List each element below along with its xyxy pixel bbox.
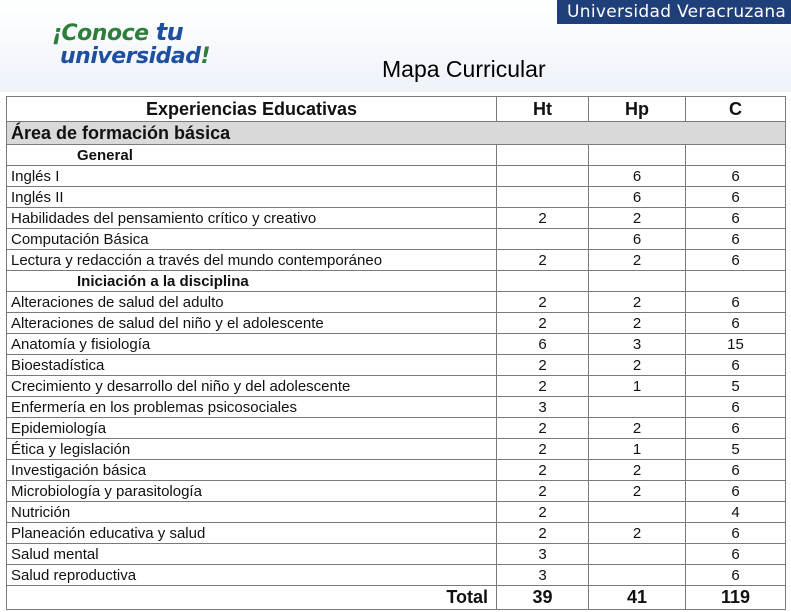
ht-value: 2 (497, 481, 589, 502)
table-row (7, 166, 786, 187)
total-hp: 41 (589, 586, 686, 610)
course-name: Lectura y redacción a través del mundo contemporáneo (7, 250, 497, 271)
credits-value: 4 (686, 502, 786, 523)
table-row (7, 418, 786, 439)
logo-text-universidad: universidad (60, 44, 201, 69)
group-row (7, 145, 786, 166)
ht-value: 2 (497, 355, 589, 376)
course-name: Investigación básica (7, 460, 497, 481)
course-name: Salud mental (7, 544, 497, 565)
table-row (7, 502, 786, 523)
empty-cell (497, 145, 589, 166)
empty-cell (497, 271, 589, 292)
course-name: Habilidades del pensamiento crítico y creativo (7, 208, 497, 229)
total-row (7, 586, 786, 610)
hp-value: 3 (589, 334, 686, 355)
hp-value: 2 (589, 313, 686, 334)
ht-value: 2 (497, 313, 589, 334)
column-header: Hp (589, 97, 686, 122)
curriculum-table (6, 96, 786, 610)
ht-value: 2 (497, 292, 589, 313)
course-name: Computación Básica (7, 229, 497, 250)
credits-value: 6 (686, 187, 786, 208)
group-title: Iniciación a la disciplina (7, 271, 497, 292)
credits-value: 6 (686, 565, 786, 586)
table-row (7, 229, 786, 250)
credits-value: 6 (686, 523, 786, 544)
column-header: Experiencias Educativas (7, 97, 497, 122)
ht-value: 2 (497, 376, 589, 397)
credits-value: 15 (686, 334, 786, 355)
course-name: Ética y legislación (7, 439, 497, 460)
total-label: Total (7, 586, 497, 610)
table-row (7, 544, 786, 565)
table-row (7, 397, 786, 418)
logo-text-tu: tu (155, 18, 184, 46)
hp-value: 2 (589, 481, 686, 502)
ht-value: 2 (497, 418, 589, 439)
area-row (7, 122, 786, 145)
course-name: Nutrición (7, 502, 497, 523)
ht-value: 2 (497, 250, 589, 271)
ht-value: 3 (497, 565, 589, 586)
hp-value: 2 (589, 208, 686, 229)
logo-text-bang: ! (200, 44, 211, 69)
course-name: Epidemiología (7, 418, 497, 439)
course-name: Planeación educativa y salud (7, 523, 497, 544)
course-name: Microbiología y parasitología (7, 481, 497, 502)
ht-value (497, 229, 589, 250)
credits-value: 5 (686, 439, 786, 460)
logo-subline (60, 44, 210, 69)
hp-value: 2 (589, 292, 686, 313)
credits-value: 6 (686, 292, 786, 313)
credits-value: 6 (686, 544, 786, 565)
ht-value (497, 166, 589, 187)
hp-value: 6 (589, 229, 686, 250)
ht-value: 2 (497, 502, 589, 523)
hp-value: 2 (589, 418, 686, 439)
group-row (7, 271, 786, 292)
hp-value (589, 544, 686, 565)
ht-value: 3 (497, 397, 589, 418)
credits-value: 6 (686, 397, 786, 418)
course-name: Inglés I (7, 166, 497, 187)
credits-value: 5 (686, 376, 786, 397)
ht-value: 6 (497, 334, 589, 355)
credits-value: 6 (686, 166, 786, 187)
credits-value: 6 (686, 460, 786, 481)
ht-value (497, 187, 589, 208)
course-name: Alteraciones de salud del niño y el adolescente (7, 313, 497, 334)
table-row (7, 355, 786, 376)
course-name: Alteraciones de salud del adulto (7, 292, 497, 313)
hp-value: 1 (589, 439, 686, 460)
area-title: Área de formación básica (7, 122, 786, 145)
ht-value: 2 (497, 439, 589, 460)
course-name: Salud reproductiva (7, 565, 497, 586)
hp-value (589, 502, 686, 523)
table-row (7, 313, 786, 334)
hp-value (589, 397, 686, 418)
page-header (0, 0, 791, 92)
column-header: Ht (497, 97, 589, 122)
table-row (7, 250, 786, 271)
table-row (7, 376, 786, 397)
hp-value: 2 (589, 523, 686, 544)
table-row (7, 523, 786, 544)
table-row (7, 292, 786, 313)
table-row (7, 460, 786, 481)
page-title: Mapa Curricular (382, 56, 546, 82)
credits-value: 6 (686, 313, 786, 334)
table-row (7, 481, 786, 502)
table-row (7, 565, 786, 586)
group-title: General (7, 145, 497, 166)
course-name: Inglés II (7, 187, 497, 208)
ht-value: 2 (497, 208, 589, 229)
university-banner: Universidad Veracruzana (557, 0, 791, 24)
hp-value: 2 (589, 355, 686, 376)
total-ht: 39 (497, 586, 589, 610)
hp-value (589, 565, 686, 586)
empty-cell (589, 145, 686, 166)
credits-value: 6 (686, 250, 786, 271)
credits-value: 6 (686, 418, 786, 439)
course-name: Bioestadística (7, 355, 497, 376)
hp-value: 2 (589, 460, 686, 481)
course-name: Enfermería en los problemas psicosociales (7, 397, 497, 418)
empty-cell (589, 271, 686, 292)
table-row (7, 187, 786, 208)
course-name: Anatomía y fisiología (7, 334, 497, 355)
column-header: C (686, 97, 786, 122)
hp-value: 6 (589, 166, 686, 187)
table-row (7, 334, 786, 355)
table-row (7, 208, 786, 229)
table-row (7, 439, 786, 460)
logo-text-conoce: ¡Conoce (52, 21, 149, 46)
course-name: Crecimiento y desarrollo del niño y del adolescente (7, 376, 497, 397)
empty-cell (686, 145, 786, 166)
ht-value: 3 (497, 544, 589, 565)
hp-value: 2 (589, 250, 686, 271)
hp-value: 1 (589, 376, 686, 397)
total-credits: 119 (686, 586, 786, 610)
hp-value: 6 (589, 187, 686, 208)
logo (52, 18, 183, 46)
empty-cell (686, 271, 786, 292)
credits-value: 6 (686, 355, 786, 376)
credits-value: 6 (686, 229, 786, 250)
ht-value: 2 (497, 523, 589, 544)
credits-value: 6 (686, 481, 786, 502)
ht-value: 2 (497, 460, 589, 481)
table-header-row (7, 97, 786, 122)
credits-value: 6 (686, 208, 786, 229)
